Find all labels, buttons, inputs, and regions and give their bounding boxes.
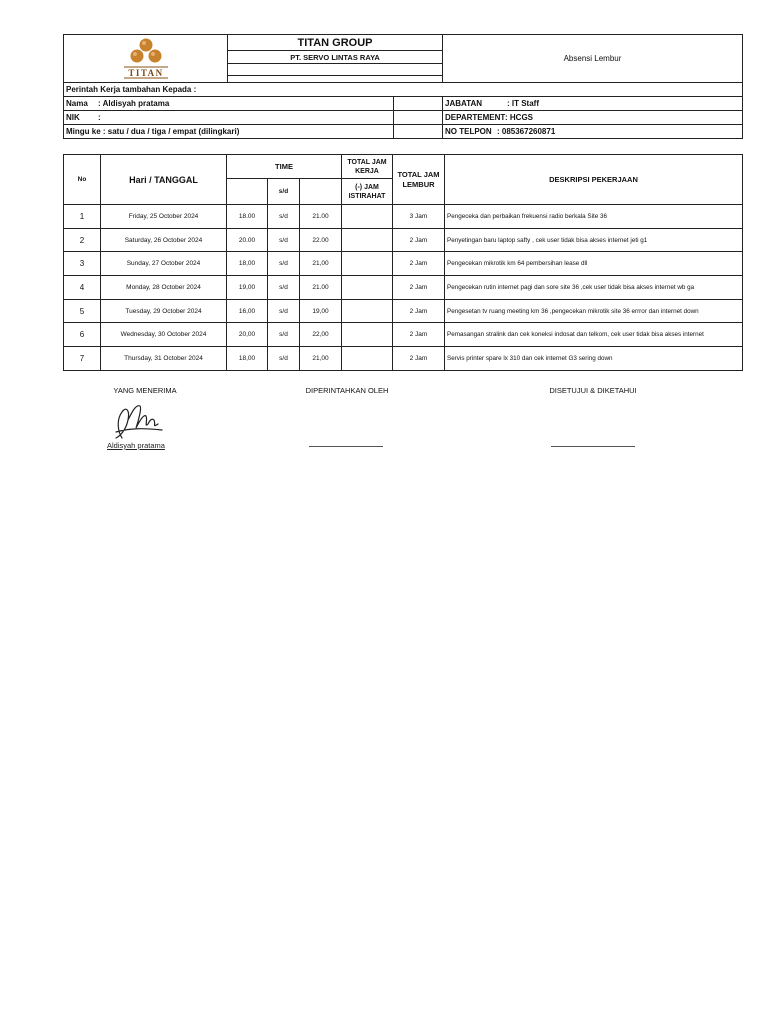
row-end-time: 21,00 [300, 252, 342, 276]
header-time: TIME [227, 155, 342, 179]
row-start-time: 16,00 [227, 299, 268, 323]
header-no: No [64, 155, 101, 205]
approved-signature-line [551, 446, 635, 447]
company-name: TITAN GROUP [228, 35, 443, 51]
header-total-kerja: TOTAL JAM KERJA [342, 155, 393, 179]
row-start-time: 18.00 [227, 205, 268, 229]
row-istirahat [342, 323, 393, 347]
row-start-time: 18,00 [227, 252, 268, 276]
row-sd: s/d [268, 205, 300, 229]
row-start-time: 19,00 [227, 276, 268, 300]
row-no: 3 [64, 252, 101, 276]
row-no: 6 [64, 323, 101, 347]
order-line: Perintah Kerja tambahan Kepada : [64, 83, 743, 97]
receiver-label: YANG MENERIMA [113, 386, 177, 395]
row-lembur: 2 Jam [393, 228, 445, 252]
row-start-time: 20.00 [227, 228, 268, 252]
row-no: 5 [64, 299, 101, 323]
ordered-signature-line [309, 446, 383, 447]
dept-label: DEPARTEMENT [445, 113, 506, 122]
row-description: Servis printer spare lx 310 dan cek internet G3 sering down [445, 347, 743, 371]
phone-label: NO TELPON [445, 127, 492, 136]
receiver-name: Aldisyah pratama [107, 441, 165, 450]
dept-value: : HCGS [505, 113, 533, 122]
row-no: 4 [64, 276, 101, 300]
row-date: Friday, 25 October 2024 [101, 205, 227, 229]
approved-label: DISETUJUI & DIKETAHUI [549, 386, 637, 395]
table-row [64, 276, 743, 300]
row-sd: s/d [268, 228, 300, 252]
row-lembur: 2 Jam [393, 252, 445, 276]
row-istirahat [342, 347, 393, 371]
row-date: Saturday, 26 October 2024 [101, 228, 227, 252]
row-sd: s/d [268, 276, 300, 300]
row-end-time: 22.00 [300, 228, 342, 252]
header-date: Hari / TANGGAL [101, 155, 227, 205]
phone-value: : 085367260871 [497, 127, 556, 136]
row-description: Penyetingan baru laptop safty , cek user tidak bisa akses internet jeti g1 [445, 228, 743, 252]
header-total-lembur: TOTAL JAM LEMBUR [393, 155, 445, 205]
row-date: Monday, 28 October 2024 [101, 276, 227, 300]
jabatan-row [443, 97, 743, 111]
nik-row [64, 111, 394, 125]
row-istirahat [342, 205, 393, 229]
overtime-table [63, 154, 743, 371]
row-end-time: 21.00 [300, 205, 342, 229]
row-lembur: 2 Jam [393, 299, 445, 323]
jabatan-value: : IT Staff [507, 99, 539, 108]
nik-label: NIK [66, 113, 80, 122]
row-description: Pengesetan tv ruang meeting km 36 ,pengecekan mikrotik site 36 errror dan internet down [445, 299, 743, 323]
name-label: Nama [66, 99, 88, 108]
row-end-time: 22,00 [300, 323, 342, 347]
row-sd: s/d [268, 299, 300, 323]
row-description: Pengeceka dan perbaikan frekuensi radio berkala Site 36 [445, 205, 743, 229]
blank-cell [227, 179, 268, 205]
blank-cell [228, 76, 443, 83]
header-sd: s/d [268, 179, 300, 205]
table-row [64, 299, 743, 323]
row-description: Pemasangan stralink dan cek koneksi indosat dan telkom, cek user tidak bisa akses internet [445, 323, 743, 347]
row-date: Tuesday, 29 October 2024 [101, 299, 227, 323]
table-row [64, 228, 743, 252]
row-date: Wednesday, 30 October 2024 [101, 323, 227, 347]
week-line: Mingu ke : satu / dua / tiga / empat (dilingkari) [64, 125, 394, 139]
dept-row [443, 111, 743, 125]
row-no: 1 [64, 205, 101, 229]
row-sd: s/d [268, 323, 300, 347]
row-istirahat [342, 299, 393, 323]
blank-cell [228, 64, 443, 76]
row-lembur: 3 Jam [393, 205, 445, 229]
blank-cell [394, 111, 443, 125]
row-date: Thursday, 31 October 2024 [101, 347, 227, 371]
row-no: 7 [64, 347, 101, 371]
phone-row [443, 125, 743, 139]
form-title: Absensi Lembur [443, 35, 743, 83]
logo-cell [64, 35, 228, 83]
row-sd: s/d [268, 347, 300, 371]
table-row [64, 323, 743, 347]
table-row [64, 252, 743, 276]
header-istirahat: (-) JAM ISTIRAHAT [342, 179, 393, 205]
name-value: : Aldisyah pratama [98, 99, 170, 108]
row-istirahat [342, 228, 393, 252]
blank-cell [300, 179, 342, 205]
header-description: DESKRIPSI PEKERJAAN [445, 155, 743, 205]
row-end-time: 21.00 [300, 276, 342, 300]
row-istirahat [342, 276, 393, 300]
titan-logo-icon [116, 36, 176, 80]
blank-cell [394, 125, 443, 139]
row-lembur: 2 Jam [393, 276, 445, 300]
logo-text: TITAN [127, 67, 164, 78]
blank-cell [394, 97, 443, 111]
row-end-time: 21,00 [300, 347, 342, 371]
row-istirahat [342, 252, 393, 276]
table-row [64, 205, 743, 229]
row-description: Pengecekan mikrotik km 64 pembersihan lease dll [445, 252, 743, 276]
table-row [64, 347, 743, 371]
row-date: Sunday, 27 October 2024 [101, 252, 227, 276]
jabatan-label: JABATAN [445, 99, 483, 108]
row-lembur: 2 Jam [393, 347, 445, 371]
row-sd: s/d [268, 252, 300, 276]
row-lembur: 2 Jam [393, 323, 445, 347]
row-end-time: 19,00 [300, 299, 342, 323]
nik-value: : [98, 113, 101, 122]
subsidiary-name: PT. SERVO LINTAS RAYA [228, 51, 443, 64]
signature-icon [108, 398, 168, 444]
row-start-time: 20,00 [227, 323, 268, 347]
row-start-time: 18,00 [227, 347, 268, 371]
header-table [63, 34, 743, 139]
name-row [64, 97, 394, 111]
table-body [64, 205, 743, 371]
ordered-label: DIPERINTAHKAN OLEH [305, 386, 389, 395]
row-no: 2 [64, 228, 101, 252]
row-description: Pengecekan rutin internet pagi dan sore site 36 ,cek user tidak bisa akses internet wb ga [445, 276, 743, 300]
